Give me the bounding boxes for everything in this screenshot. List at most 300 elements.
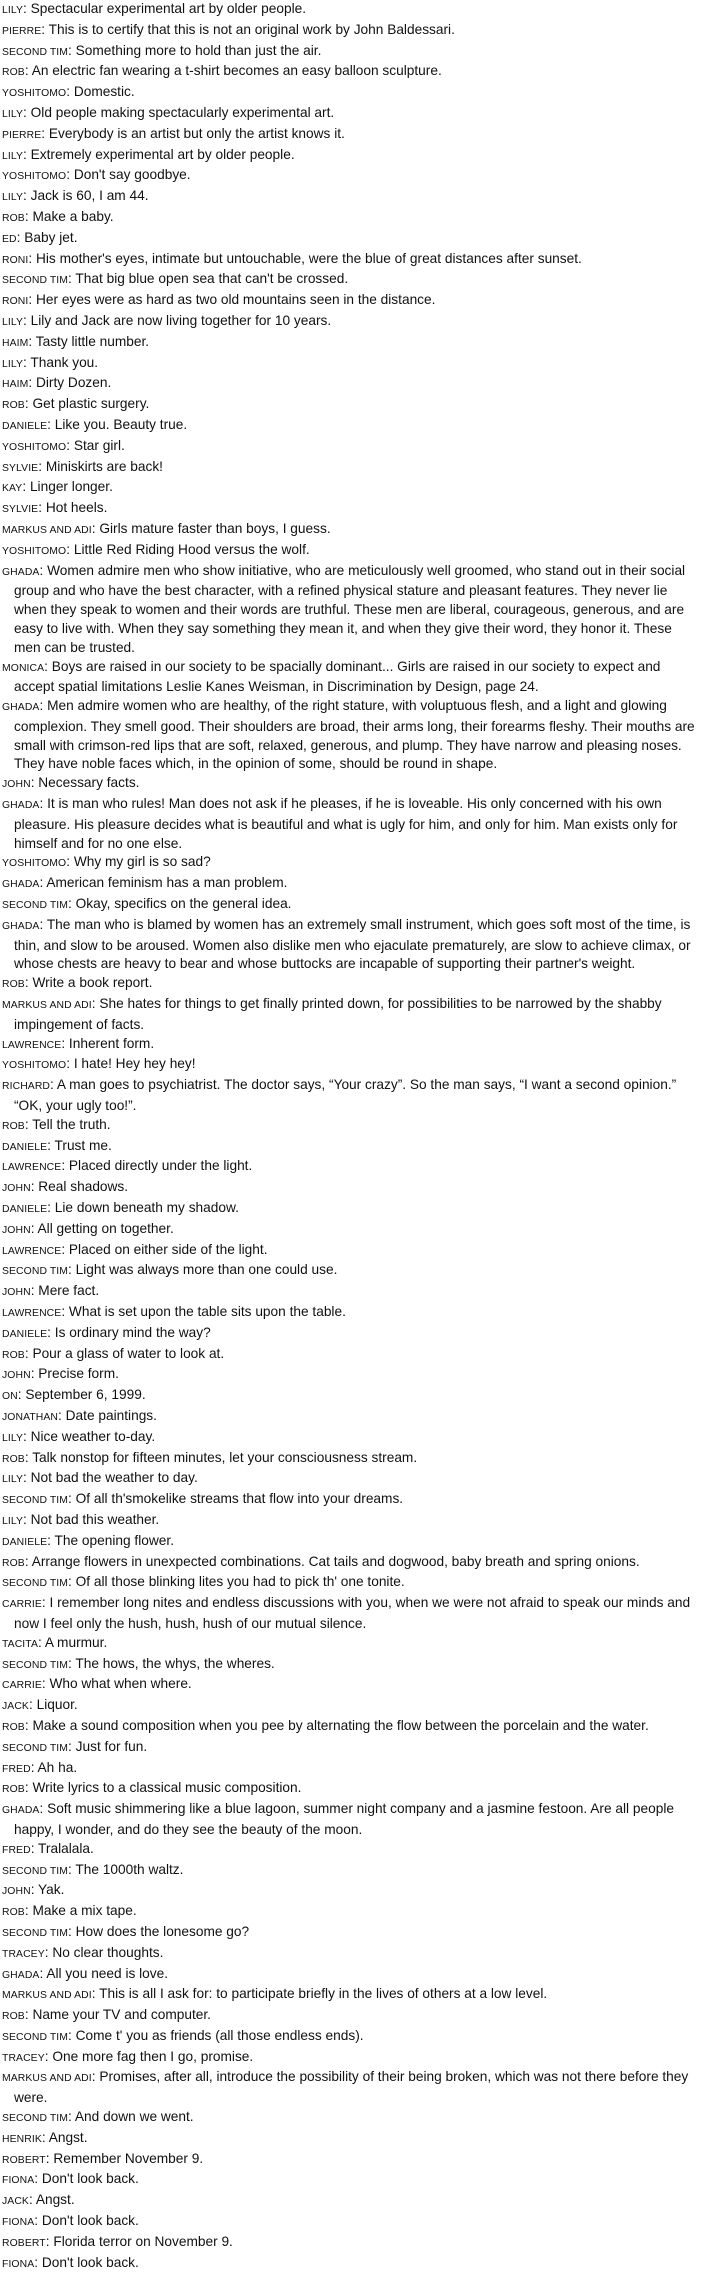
dialogue-line (2, 1220, 695, 1241)
speaker-separator: : (24, 1780, 33, 1796)
speaker-separator: : (44, 658, 52, 674)
dialogue-line (2, 312, 695, 333)
dialogue-line (2, 1717, 695, 1738)
speaker-separator: : (91, 520, 100, 536)
speaker-separator: : (68, 2109, 75, 2125)
speaker-separator: : (66, 437, 74, 453)
dialogue-line (2, 2233, 695, 2254)
speaker-separator: : (28, 333, 36, 349)
utterance-text: Jack is 60, I am 44. (30, 188, 149, 204)
utterance-text: Arrange flowers in unexpected combinations. Cat tails and dogwood, baby breath and spring onions. (31, 1553, 640, 1569)
dialogue-line (2, 1386, 695, 1407)
speaker-name: SYLVIE (2, 462, 39, 474)
speaker-name: GHADA (2, 1969, 40, 1981)
speaker-name: LILY (2, 358, 24, 370)
speaker-name: YOSHITOMO (2, 1060, 67, 1072)
utterance-text: Make a sound composition when you pee by alternating the flow between the porcelain and the water. (32, 1717, 649, 1733)
dialogue-line (2, 1594, 695, 1634)
speaker-separator: : (38, 458, 46, 474)
speaker-name: LILY (2, 108, 24, 120)
speaker-name: RICHARD (2, 1081, 51, 1093)
speaker-separator: : (68, 1923, 76, 1939)
utterance-text: All you need is love. (46, 1965, 169, 1981)
speaker-name: HENRIK (2, 2133, 42, 2145)
utterance-text: His mother's eyes, intimate but untouchable, were the blue of great distances after sunset. (36, 250, 582, 266)
dialogue-line (2, 1532, 695, 1553)
utterance-text: Is ordinary mind the way? (54, 1324, 211, 1340)
dialogue-line (2, 1738, 695, 1759)
utterance-text: Don't look back. (41, 2171, 139, 2187)
speaker-separator: : (61, 1035, 69, 1051)
speaker-separator: : (91, 1986, 100, 2002)
dialogue-line (2, 1840, 695, 1861)
speaker-name: GHADA (2, 879, 40, 891)
speaker-name: JONATHAN (2, 1411, 59, 1423)
speaker-separator: : (91, 2069, 100, 2085)
speaker-name: ROB (2, 1120, 25, 1132)
utterance-text: The hows, the whys, the wheres. (75, 1655, 275, 1671)
speaker-name: KAY (2, 483, 23, 495)
speaker-name: GHADA (2, 800, 40, 812)
dialogue-line (2, 1282, 695, 1303)
utterance-text: Linger longer. (29, 479, 113, 495)
speaker-separator: : (68, 2027, 76, 2043)
utterance-text: Baby jet. (24, 229, 78, 245)
speaker-separator: : (41, 125, 49, 141)
speaker-name: PIERRE (2, 129, 42, 141)
dialogue-line (2, 208, 695, 229)
utterance-text: Angst. (48, 2129, 88, 2145)
utterance-text: That big blue open sea that can't be crossed. (75, 271, 349, 287)
dialogue-line (2, 2108, 695, 2129)
speaker-separator: : (66, 84, 74, 100)
dialogue-line (2, 1634, 695, 1655)
utterance-text: Make a baby. (32, 208, 114, 224)
speaker-separator: : (24, 975, 33, 991)
speaker-name: ROB (2, 212, 25, 224)
dialogue-line (2, 1779, 695, 1800)
speaker-name: LAWRENCE (2, 1039, 62, 1051)
utterance-text: Talk nonstop for fifteen minutes, let your consciousness stream. (32, 1449, 418, 1465)
dialogue-line (2, 1985, 695, 2006)
speaker-separator: : (30, 1759, 38, 1775)
dialogue-line (2, 416, 695, 437)
dialogue-line (2, 1035, 695, 1056)
speaker-name: ROBERT (2, 2154, 46, 2166)
utterance-text: Write lyrics to a classical music composition. (32, 1780, 302, 1796)
dialogue-line (2, 1449, 695, 1470)
dialogue-line (2, 458, 695, 479)
speaker-name: CARRIE (2, 1599, 42, 1611)
utterance-text: Promises, after all, introduce the possibility of their being broken, which was not there before they were. (14, 2069, 689, 2106)
utterance-text: I hate! Hey hey hey! (73, 1056, 196, 1072)
speaker-name: DANIELE (2, 1141, 48, 1153)
speaker-name: LILY (2, 1474, 24, 1486)
utterance-text: Star girl. (73, 437, 125, 453)
speaker-separator: : (68, 896, 76, 912)
speaker-separator: : (23, 146, 31, 162)
speaker-separator: : (28, 1697, 37, 1713)
speaker-name: RONI (2, 254, 29, 266)
dialogue-line (2, 974, 695, 995)
utterance-text: Men admire women who are healthy, of the right stature, with voluptuous flesh, and a light and glowing complexion. They smell good. Their shoulders are broad, their arms long, their forearms fleshy. Their mouths are small with crimson-red lips that are soft, relaxed, generous, and plump. They have narrow and pleasing noses. They have noble faces which, in the opinion of some, should be round in shape. (14, 698, 695, 772)
utterance-text: Not bad the weather to day. (30, 1470, 198, 1486)
utterance-text: Something more to hold than just the air. (75, 42, 322, 58)
utterance-text: She hates for things to get finally printed down, for possibilities to be narrowed by the shabby impingement of facts. (14, 996, 662, 1032)
speaker-name: ED (2, 233, 17, 245)
speaker-separator: : (30, 775, 39, 791)
dialogue-line (2, 874, 695, 895)
dialogue-line (2, 2170, 695, 2191)
speaker-name: LILY (2, 1432, 24, 1444)
speaker-name: DANIELE (2, 1536, 48, 1548)
utterance-text: Spectacular experimental art by older people. (30, 1, 307, 16)
utterance-text: Women admire men who show initiative, who are meticulously well groomed, who stand out in their social group and who have the best character, with a refined physical stature and pleasant features. They never lie when they speak to women and their words are truthful. These men are liberal, courageous, generous, and are easy to live with. When they say something they mean it, and when they give their word, they honor it. These men can be trusted. (14, 562, 686, 655)
dialogue-line (2, 333, 695, 354)
dialogue-line (2, 1902, 695, 1923)
speaker-name: MARKUS AND ADI (2, 1990, 92, 2002)
dialogue-line (2, 658, 695, 698)
dialogue-line (2, 291, 695, 312)
utterance-text: Little Red Riding Hood versus the wolf. (73, 541, 310, 557)
speaker-separator: : (91, 996, 100, 1012)
utterance-text: Tell the truth. (32, 1116, 111, 1132)
speaker-separator: : (23, 188, 31, 204)
speaker-name: TRACEY (2, 1948, 45, 1960)
speaker-name: ROB (2, 67, 25, 79)
dialogue-line (2, 2048, 695, 2069)
speaker-separator: : (68, 1861, 76, 1877)
speaker-separator: : (30, 1882, 39, 1898)
speaker-name: ROB (2, 979, 25, 991)
utterance-text: It is man who rules! Man does not ask if he pleases, if he is loveable. His only concerned with his own pleasure. His pleasure decides what is beautiful and what is ugly for him, and only for him. Man exists only for himself and for no one else. (14, 796, 678, 851)
utterance-text: Girls mature faster than boys, I guess. (99, 520, 331, 536)
speaker-separator: : (28, 292, 36, 308)
speaker-separator: : (66, 541, 74, 557)
dialogue-line (2, 499, 695, 520)
speaker-name: JOHN (2, 1370, 31, 1382)
dialogue-line (2, 895, 695, 916)
speaker-name: TRACEY (2, 2052, 45, 2064)
speaker-separator: : (38, 1634, 45, 1650)
dialogue-line (2, 395, 695, 416)
utterance-text: Tralalala. (38, 1840, 94, 1856)
utterance-text: Soft music shimmering like a blue lagoon, summer night company and a jasmine festoon. Are all people happy, I wonder, and do they see the beauty of the moon. (14, 1801, 674, 1837)
speaker-name: CARRIE (2, 1680, 42, 1692)
speaker-name: DANIELE (2, 420, 48, 432)
utterance-text: Just for fun. (75, 1738, 148, 1754)
speaker-name: DANIELE (2, 1328, 48, 1340)
dialogue-line (2, 697, 695, 774)
dialogue-line (2, 1490, 695, 1511)
speaker-separator: : (68, 42, 76, 58)
utterance-text: This is to certify that this is not an original work by John Baldessari. (48, 21, 455, 37)
speaker-name: JOHN (2, 1183, 31, 1195)
speaker-separator: : (39, 875, 47, 891)
dialogue-line (2, 83, 695, 104)
utterance-text: Pour a glass of water to look at. (32, 1345, 225, 1361)
utterance-text: A murmur. (44, 1634, 108, 1650)
speaker-separator: : (24, 1449, 33, 1465)
speaker-separator: : (45, 2233, 54, 2249)
dialogue-line (2, 916, 695, 974)
utterance-text: Ah ha. (37, 1759, 78, 1775)
dialogue-line (2, 1553, 695, 1574)
speaker-name: RONI (2, 296, 29, 308)
utterance-text: No clear thoughts. (52, 1944, 164, 1960)
dialogue-line (2, 1800, 695, 1840)
utterance-text: Real shadows. (38, 1179, 129, 1195)
speaker-separator: : (16, 229, 25, 245)
dialogue-line (2, 1137, 695, 1158)
utterance-text: Nice weather to-day. (30, 1428, 156, 1444)
utterance-text: Okay, specifics on the general idea. (75, 896, 292, 912)
dialogue-line (2, 995, 695, 1035)
utterance-text: Of all those blinking lites you had to pick th' one tonite. (75, 1574, 405, 1590)
speaker-name: YOSHITOMO (2, 88, 67, 100)
speaker-separator: : (23, 104, 31, 120)
dialogue-line (2, 1157, 695, 1178)
speaker-name: SECOND TIM (2, 1865, 69, 1877)
utterance-text: Lie down beneath my shadow. (54, 1200, 239, 1216)
dialogue-line (2, 1923, 695, 1944)
speaker-name: YOSHITOMO (2, 171, 67, 183)
speaker-name: SECOND TIM (2, 2113, 69, 2125)
speaker-name: JOHN (2, 1886, 31, 1898)
utterance-text: Placed directly under the light. (68, 1158, 253, 1174)
speaker-name: DANIELE (2, 1204, 48, 1216)
utterance-text: Boys are raised in our society to be spacially dominant... Girls are raised in our society to expect and accept spatial limitations Leslie Kanes Weisman, in Discrimination by Design, page 24. (14, 658, 661, 695)
dialogue-line (2, 250, 695, 271)
speaker-name: FRED (2, 1763, 31, 1775)
dialogue-line (2, 1861, 695, 1882)
speaker-separator: : (45, 2150, 54, 2166)
speaker-separator: : (66, 167, 74, 183)
speaker-name: JOHN (2, 1287, 31, 1299)
speaker-name: ROB (2, 1349, 25, 1361)
utterance-text: Mere fact. (38, 1283, 100, 1299)
utterance-text: And down we went. (74, 2109, 194, 2125)
speaker-name: GHADA (2, 1805, 40, 1817)
utterance-text: Like you. Beauty true. (54, 416, 188, 432)
utterance-text: Lily and Jack are now living together for 10 years. (30, 312, 332, 328)
speaker-name: SYLVIE (2, 504, 39, 516)
utterance-text: An electric fan wearing a t-shirt becomes an easy balloon sculpture. (31, 63, 442, 79)
utterance-text: Remember November 9. (53, 2150, 204, 2166)
speaker-separator: : (61, 1241, 69, 1257)
speaker-separator: : (39, 1965, 47, 1981)
speaker-separator: : (30, 1220, 38, 1236)
speaker-separator: : (23, 312, 31, 328)
speaker-name: ROB (2, 400, 25, 412)
utterance-text: American feminism has a man problem. (46, 875, 288, 891)
utterance-text: Don't look back. (41, 2254, 139, 2270)
dialogue-line (2, 2254, 695, 2274)
speaker-separator: : (47, 416, 55, 432)
speaker-name: MARKUS AND ADI (2, 1000, 92, 1012)
speaker-separator: : (41, 1676, 50, 1692)
speaker-separator: : (24, 208, 33, 224)
speaker-name: GHADA (2, 566, 40, 578)
speaker-name: ROB (2, 1453, 25, 1465)
speaker-name: ROBERT (2, 2237, 46, 2249)
speaker-name: LAWRENCE (2, 1162, 62, 1174)
speaker-name: YOSHITOMO (2, 441, 67, 453)
speaker-name: YOSHITOMO (2, 545, 67, 557)
dialogue-line (2, 1261, 695, 1282)
speaker-name: LILY (2, 192, 24, 204)
speaker-separator: : (68, 1491, 76, 1507)
utterance-text: Why my girl is so sad? (73, 854, 211, 870)
dialogue-line (2, 1345, 695, 1366)
speaker-separator: : (68, 1574, 76, 1590)
dialogue-line (2, 1511, 695, 1532)
speaker-name: LAWRENCE (2, 1245, 62, 1257)
dialogue-line (2, 562, 695, 658)
speaker-name: MARKUS AND ADI (2, 2073, 92, 2085)
speaker-name: TACITA (2, 1638, 39, 1650)
utterance-text: Of all th'smokelike streams that flow into your dreams. (75, 1491, 404, 1507)
speaker-name: SECOND TIM (2, 1495, 69, 1507)
dialogue-line (2, 2150, 695, 2171)
speaker-separator: : (47, 1532, 55, 1548)
dialogue-line (2, 2068, 695, 2108)
speaker-name: SECOND TIM (2, 1266, 69, 1278)
speaker-separator: : (39, 916, 47, 932)
dialogue-line (2, 146, 695, 167)
utterance-text: This is all I ask for: to participate briefly in the lives of others at a low level. (99, 1986, 548, 2002)
speaker-separator: : (24, 1345, 33, 1361)
speaker-name: SECOND TIM (2, 1578, 69, 1590)
speaker-name: GHADA (2, 920, 40, 932)
utterance-text: I remember long nites and endless discussions with you, when we were not afraid to speak our minds and now I feel only the hush, hush, hush of our mutual silence. (14, 1595, 691, 1631)
speaker-separator: : (24, 2007, 33, 2023)
speaker-name: GHADA (2, 702, 40, 714)
speaker-separator: : (50, 1077, 57, 1093)
speaker-name: LILY (2, 1515, 24, 1527)
utterance-text: Yak. (38, 1882, 65, 1898)
dialogue-line (2, 2191, 695, 2212)
speaker-separator: : (41, 1595, 50, 1611)
utterance-text: Don't say goodbye. (73, 167, 191, 183)
utterance-text: Necessary facts. (38, 775, 140, 791)
speaker-separator: : (68, 1738, 76, 1754)
speaker-name: SECOND TIM (2, 275, 69, 287)
speaker-separator: : (68, 271, 76, 287)
speaker-separator: : (41, 2129, 49, 2145)
dialogue-line (2, 21, 695, 42)
dialogue-line (2, 541, 695, 562)
speaker-name: LILY (2, 316, 24, 328)
speaker-separator: : (44, 1944, 53, 1960)
speaker-name: ROB (2, 2011, 25, 2023)
utterance-text: Angst. (35, 2192, 75, 2208)
dialogue-line (2, 2212, 695, 2233)
utterance-text: A man goes to psychiatrist. The doctor says, “Your crazy”. So the man says, “I want a second opinion.” “OK, your ugly too!”. (14, 1077, 677, 1114)
speaker-separator: : (30, 1366, 39, 1382)
utterance-text: Get plastic surgery. (32, 396, 150, 412)
utterance-text: Thank you. (30, 354, 99, 370)
speaker-separator: : (61, 1158, 69, 1174)
utterance-text: Tasty little number. (35, 333, 150, 349)
speaker-name: FRED (2, 1844, 31, 1856)
speaker-name: SECOND TIM (2, 1927, 69, 1939)
utterance-text: All getting on together. (37, 1220, 174, 1236)
speaker-separator: : (24, 396, 33, 412)
speaker-name: ON (2, 1391, 18, 1403)
speaker-separator: : (28, 250, 36, 266)
dialogue-line (2, 2006, 695, 2027)
dialogue-line (2, 1178, 695, 1199)
dialogue-line (2, 1055, 695, 1076)
speaker-separator: : (23, 1, 31, 16)
utterance-text: Extremely experimental art by older people. (30, 146, 295, 162)
utterance-text: Don't look back. (41, 2213, 139, 2229)
utterance-text: The man who is blamed by women has an extremely small instrument, which goes soft most of the time, is thin, and slow to be aroused. Women also dislike men who ejaculate prematurely, are slow to achieve climax, or whose chests are heavy to bear and whose buttocks are incapable of supporting their partner's weight. (14, 916, 691, 972)
utterance-text: Trust me. (54, 1137, 112, 1153)
dialogue-line (2, 1116, 695, 1137)
dialogue-line (2, 187, 695, 208)
dialogue-line (2, 1076, 695, 1116)
speaker-name: JACK (2, 2196, 29, 2208)
speaker-separator: : (39, 562, 48, 578)
speaker-name: PIERRE (2, 25, 42, 37)
utterance-text: Florida terror on November 9. (53, 2233, 233, 2249)
speaker-name: LILY (2, 5, 24, 16)
dialogue-line (2, 1573, 695, 1594)
utterance-text: Make a mix tape. (32, 1903, 137, 1919)
utterance-text: Domestic. (73, 84, 135, 100)
dialogue-line (2, 853, 695, 874)
speaker-name: LAWRENCE (2, 1308, 62, 1319)
speaker-name: JOHN (2, 1224, 31, 1236)
dialogue-line (2, 42, 695, 63)
dialogue-line (2, 1428, 695, 1449)
dialogue-line (2, 1696, 695, 1717)
speaker-name: SECOND TIM (2, 900, 69, 912)
dialogue-line (2, 795, 695, 853)
dialogue-line (2, 1241, 695, 1262)
speaker-separator: : (61, 1304, 69, 1319)
speaker-separator: : (68, 1262, 76, 1278)
speaker-separator: : (44, 2048, 53, 2064)
speaker-separator: : (24, 1717, 33, 1733)
utterance-text: Come t' you as friends (all those endless ends). (75, 2027, 364, 2043)
utterance-text: Who what when where. (49, 1676, 192, 1692)
speaker-name: FIONA (2, 2217, 35, 2229)
dialogue-line (2, 1199, 695, 1220)
speaker-name: LILY (2, 150, 24, 162)
speaker-separator: : (41, 21, 49, 37)
dialogue-line (2, 1365, 695, 1386)
speaker-separator: : (30, 1840, 39, 1856)
speaker-separator: : (58, 1407, 66, 1423)
utterance-text: Precise form. (38, 1366, 119, 1382)
utterance-text: Old people making spectacularly experimental art. (30, 104, 335, 120)
speaker-name: FIONA (2, 2258, 35, 2270)
speaker-name: JACK (2, 1701, 29, 1713)
speaker-separator: : (38, 500, 46, 516)
speaker-name: HAIM (2, 379, 29, 391)
utterance-text: Hot heels. (45, 500, 108, 516)
speaker-separator: : (24, 63, 32, 79)
speaker-separator: : (66, 854, 74, 870)
speaker-name: MARKUS AND ADI (2, 524, 92, 536)
dialogue-line (2, 2027, 695, 2048)
speaker-separator: : (24, 1903, 33, 1919)
dialogue-line (2, 1881, 695, 1902)
speaker-separator: : (68, 1655, 76, 1671)
